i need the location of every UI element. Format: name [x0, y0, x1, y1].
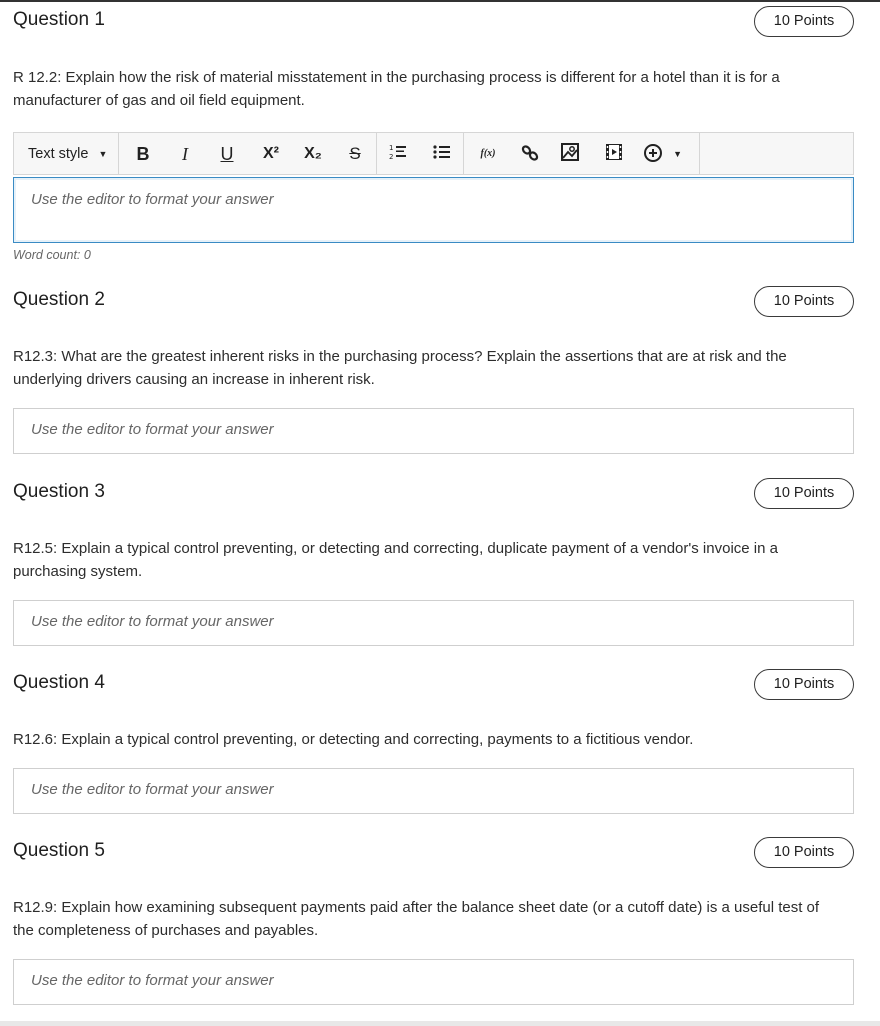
question-text: R 12.2: Explain how the risk of material misstatement in the purchasing process is different for a hotel than it is for a manufacturer of gas and oil field equipment. [13, 69, 780, 109]
subscript-button[interactable]: X₂ [304, 145, 322, 162]
question-text: R12.6: Explain a typical control preventing, or detecting and correcting, payments to a fictitious vendor. [13, 731, 694, 748]
question-1 [13, 6, 854, 262]
list-section [376, 133, 464, 174]
question-header [13, 6, 854, 38]
superscript-button[interactable]: X² [263, 145, 279, 162]
caret-down-icon: ▼ [98, 149, 108, 159]
svg-text:1: 1 [389, 144, 394, 152]
insert-section [463, 133, 700, 174]
ordered-list-icon[interactable] [388, 143, 408, 165]
video-icon[interactable] [603, 143, 625, 165]
points-badge: 10 Points [754, 478, 854, 509]
points-badge: 10 Points [754, 286, 854, 317]
image-icon[interactable] [559, 143, 581, 165]
editor-toolbar [13, 132, 854, 175]
question-5 [13, 837, 854, 989]
question-title: Question 3 [13, 481, 105, 502]
strikethrough-button[interactable]: S [349, 144, 361, 163]
text-style-dropdown[interactable] [28, 143, 107, 165]
answer-placeholder: Use the editor to format your answer [31, 972, 274, 989]
formula-button[interactable]: f(x) [480, 148, 496, 159]
link-icon[interactable] [519, 143, 541, 165]
answer-placeholder: Use the editor to format your answer [31, 191, 274, 208]
question-header [13, 669, 854, 701]
svg-text:2: 2 [389, 153, 394, 161]
question-title: Question 5 [13, 840, 105, 861]
format-section [118, 133, 377, 174]
points-badge: 10 Points [754, 669, 854, 700]
answer-input[interactable] [13, 959, 854, 1005]
bullet-list-icon[interactable] [432, 143, 452, 165]
caret-down-icon: ▼ [673, 149, 683, 159]
answer-input[interactable] [13, 768, 854, 814]
question-text: R12.9: Explain how examining subsequent payments paid after the balance sheet date (or a cutoff date) is a useful test of the completeness of purchases and payables. [13, 899, 820, 939]
question-header [13, 286, 854, 318]
answer-input[interactable] [13, 408, 854, 454]
question-2 [13, 286, 854, 438]
answer-editor[interactable] [13, 177, 854, 243]
text-style-section [14, 133, 119, 174]
question-header [13, 837, 854, 869]
question-header [13, 478, 854, 510]
plus-circle-icon [643, 143, 663, 163]
answer-placeholder: Use the editor to format your answer [31, 421, 274, 438]
answer-placeholder: Use the editor to format your answer [31, 781, 274, 798]
italic-button[interactable]: I [182, 144, 188, 164]
insert-more-button[interactable] [643, 143, 687, 165]
question-title: Question 2 [13, 289, 105, 310]
underline-button[interactable]: U [220, 144, 234, 164]
bold-button[interactable]: B [136, 144, 150, 164]
question-title: Question 4 [13, 672, 105, 693]
points-badge: 10 Points [754, 6, 854, 37]
question-text: R12.3: What are the greatest inherent risks in the purchasing process? Explain the assertions that are at risk and the underlying drivers causing an increase in inherent risk. [13, 348, 787, 388]
question-title: Question 1 [13, 9, 105, 30]
question-text: R12.5: Explain a typical control preventing, or detecting and correcting, duplicate payment of a vendor's invoice in a purchasing system. [13, 540, 778, 580]
answer-input[interactable] [13, 600, 854, 646]
question-3 [13, 478, 854, 630]
question-4 [13, 669, 854, 798]
text-style-label: Text style [28, 146, 89, 162]
points-badge: 10 Points [754, 837, 854, 868]
answer-placeholder: Use the editor to format your answer [31, 613, 274, 630]
word-count: Word count: 0 [13, 248, 91, 262]
